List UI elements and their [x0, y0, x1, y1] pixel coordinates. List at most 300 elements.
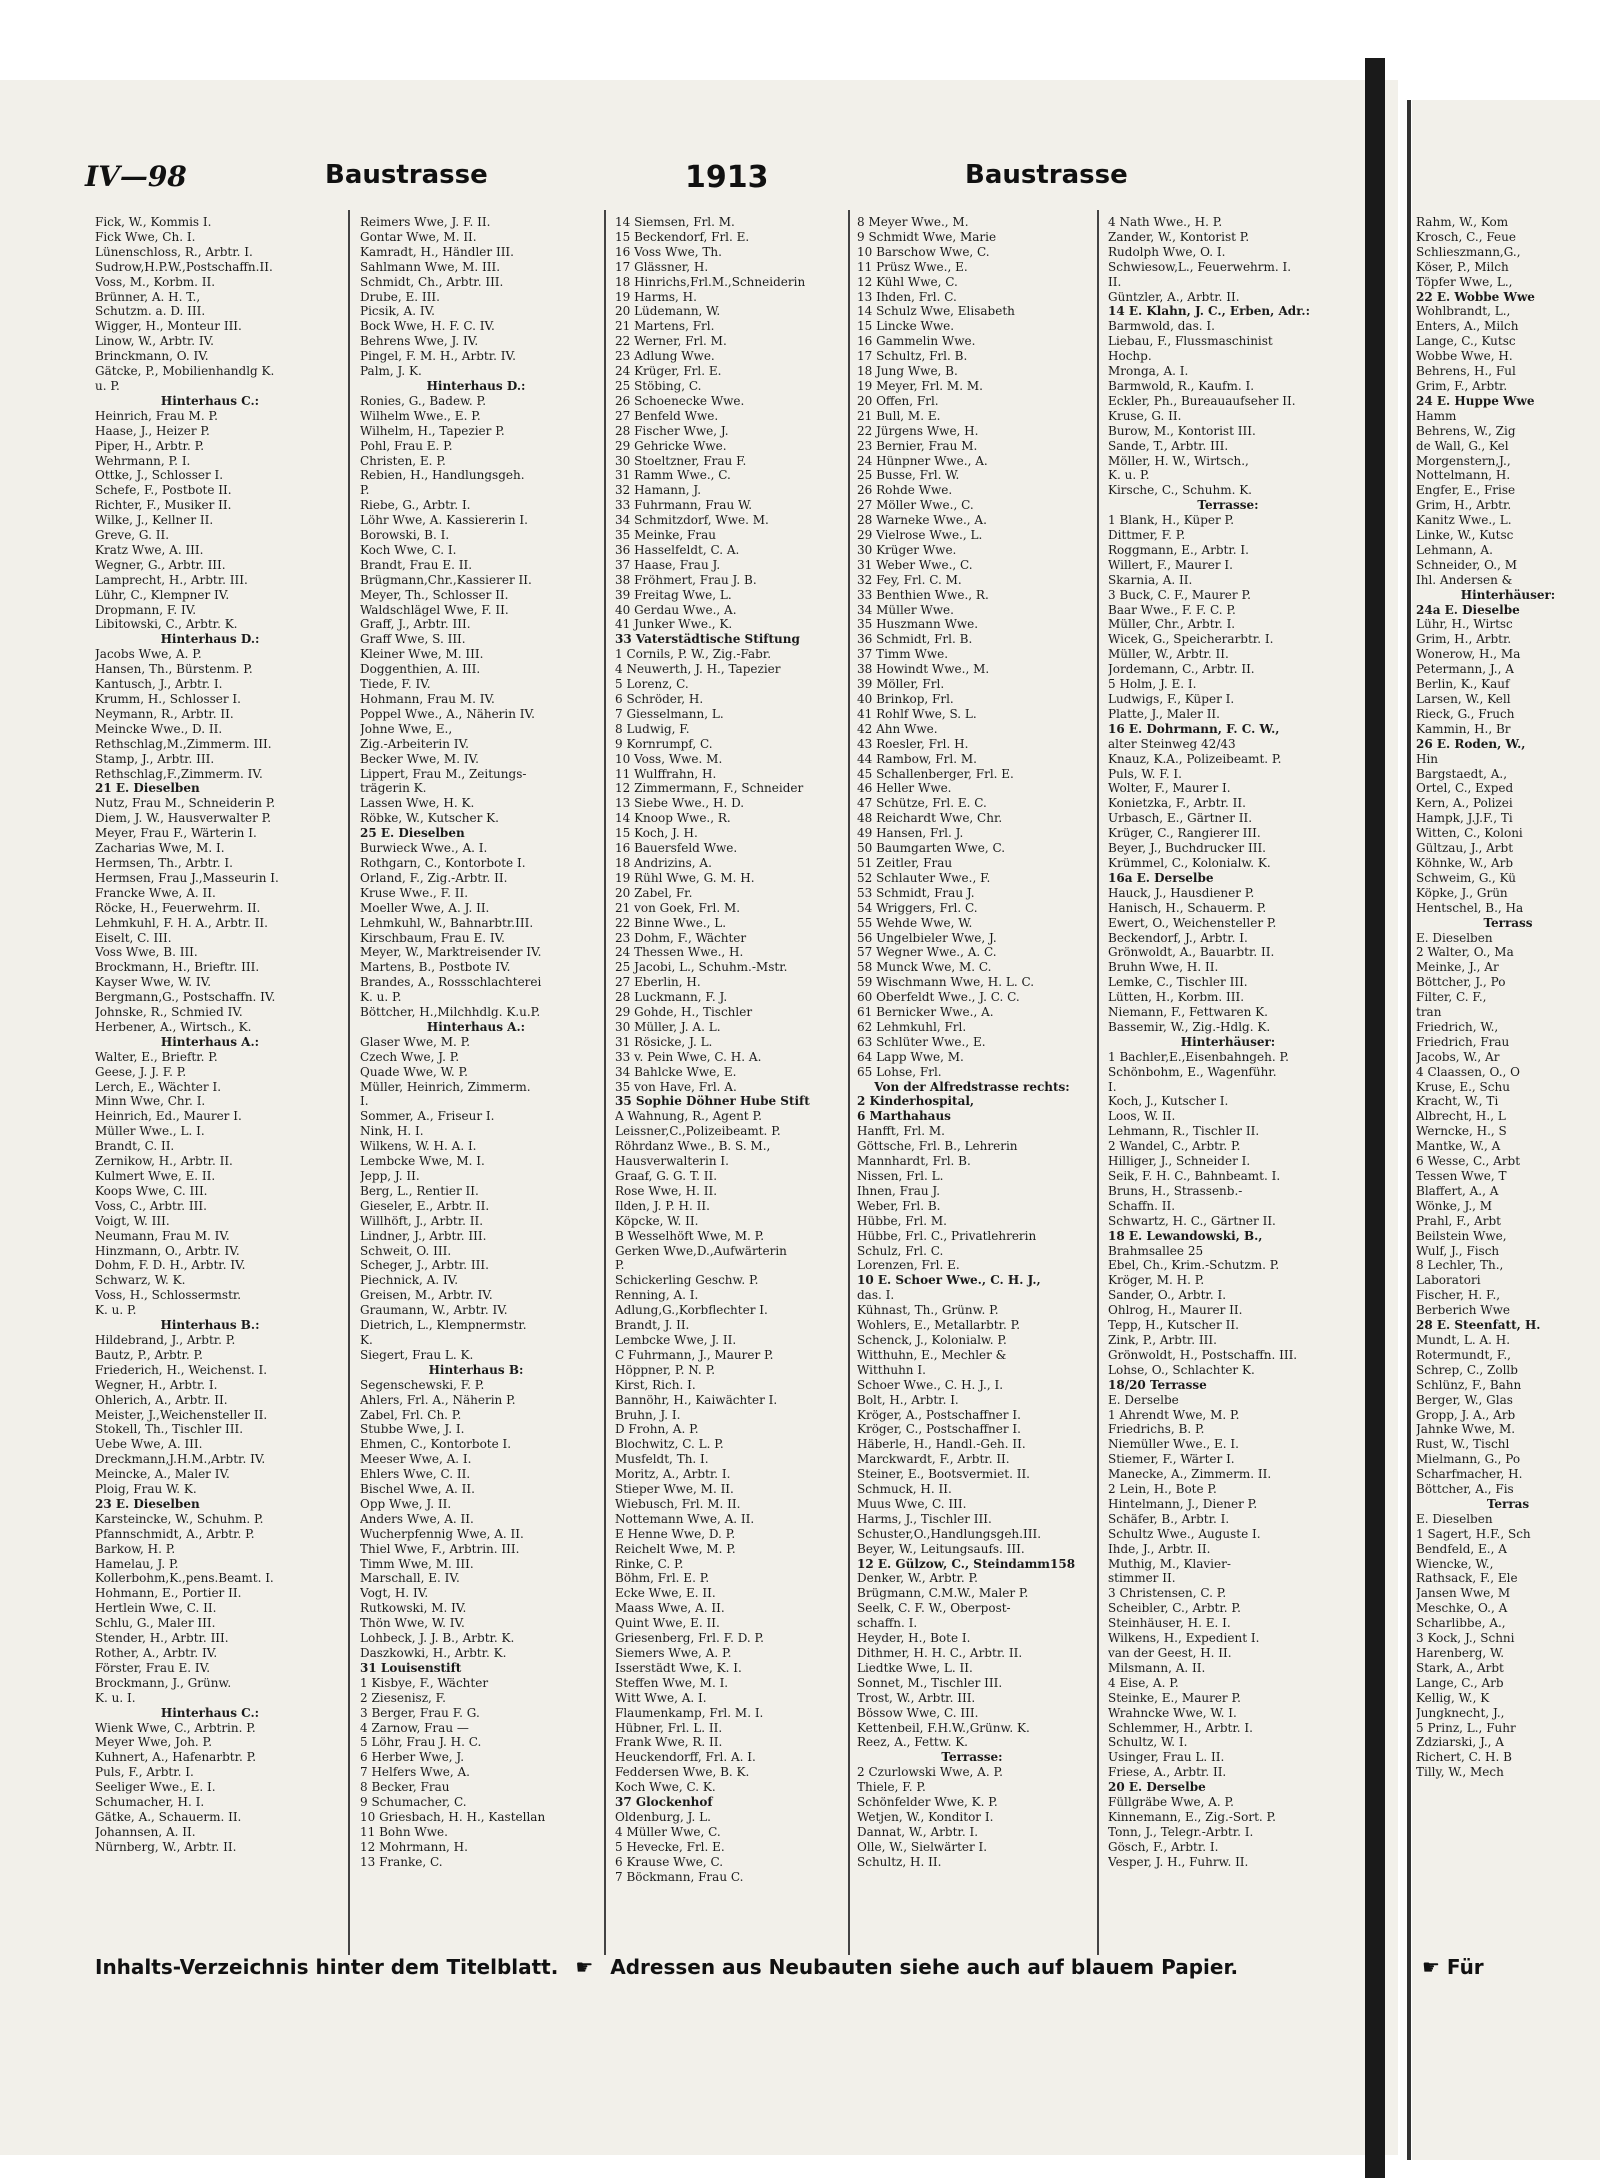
directory-entry: 20 Offen, Frl. — [857, 393, 939, 408]
directory-entry: 48 Reichardt Wwe, Chr. — [857, 811, 1003, 826]
directory-entry: Geese, J. J. F. P. — [95, 1064, 187, 1079]
directory-entry: Gerken Wwe,D.,Aufwärterin — [615, 1243, 787, 1258]
pointing-hand-icon: ☛ — [575, 1955, 594, 1979]
directory-entry: 57 Wegner Wwe., A. C. — [857, 945, 997, 960]
directory-entry: Lemke, C., Tischler III. — [1108, 975, 1248, 990]
directory-entry: 37 Haase, Frau J. — [615, 557, 721, 572]
directory-entry: Meyer Wwe, Joh. P. — [95, 1735, 213, 1750]
directory-entry: Köhnke, W., Arb — [1416, 855, 1514, 870]
directory-entry: Hausverwalterin I. — [615, 1154, 729, 1169]
directory-entry: Heyder, H., Bote I. — [857, 1631, 971, 1646]
directory-entry: Güntzler, A., Arbtr. II. — [1108, 289, 1240, 304]
directory-entry: Riebe, G., Arbtr. I. — [360, 498, 471, 513]
directory-entry: Höppner, P. N. P. — [615, 1362, 716, 1377]
directory-entry: Berlin, K., Kauf — [1416, 677, 1510, 692]
directory-entry: 18 E. Lewandowski, B., — [1108, 1228, 1263, 1243]
directory-entry: Brandes, A., Rossschlachterei — [360, 975, 542, 990]
column-divider — [604, 210, 606, 1955]
directory-entry: Pfannschmidt, A., Arbtr. P. — [95, 1526, 255, 1541]
directory-entry: tran — [1416, 1005, 1442, 1020]
directory-entry: 14 Siemsen, Frl. M. — [615, 215, 735, 229]
directory-entry: Stieper Wwe, M. II. — [615, 1482, 734, 1497]
directory-entry: Steinhäuser, H. E. I. — [1108, 1616, 1231, 1631]
directory-entry: Rinke, C. P. — [615, 1556, 684, 1571]
directory-entry: Böttcher, H.,Milchhdlg. K.u.P. — [360, 1005, 541, 1020]
page-number: IV—98 — [85, 160, 187, 193]
directory-entry: C Fuhrmann, J., Maurer P. — [615, 1347, 774, 1362]
directory-entry: Niemann, F., Fettwaren K. — [1108, 1005, 1268, 1020]
directory-entry: Uebe Wwe, A. III. — [95, 1437, 203, 1452]
directory-entry: Lembcke Wwe, J. II. — [615, 1332, 737, 1347]
directory-entry: 23 E. Dieselben — [95, 1496, 200, 1511]
directory-entry: Stamp, J., Arbtr. III. — [95, 751, 215, 766]
directory-entry: Hansen, Th., Bürstenm. P. — [95, 662, 253, 677]
directory-entry: 19 Meyer, Frl. M. M. — [857, 378, 983, 393]
directory-entry: Filter, C. F., — [1416, 990, 1487, 1005]
directory-entry: Trost, W., Arbtr. III. — [857, 1690, 976, 1705]
directory-entry: 3 Christensen, C. P. — [1108, 1586, 1227, 1601]
directory-entry: Neymann, R., Arbtr. II. — [95, 706, 234, 721]
directory-entry: Hinterhäuser: — [1460, 587, 1556, 602]
directory-entry: Zernikow, H., Arbtr. II. — [95, 1154, 233, 1169]
directory-entry: Ohlerich, A., Arbtr. II. — [95, 1392, 228, 1407]
column-2 — [360, 215, 592, 1940]
directory-entry: 25 Stöbing, C. — [615, 378, 702, 393]
directory-entry: Meinke, J., Ar — [1416, 960, 1499, 975]
directory-entry: Kulmert Wwe, E. II. — [95, 1169, 216, 1183]
directory-entry: Scheger, J., Arbtr. III. — [360, 1258, 489, 1273]
directory-entry: Lünenschloss, R., Arbtr. I. — [95, 244, 253, 259]
directory-entry: Fick, W., Kommis I. — [95, 215, 212, 229]
directory-entry: 58 Munck Wwe, M. C. — [857, 960, 992, 975]
directory-entry: 33 Vaterstädtische Stiftung — [615, 632, 800, 647]
directory-entry: Wucherpfennig Wwe, A. II. — [360, 1526, 524, 1541]
directory-entry: 18/20 Terrasse — [1108, 1377, 1207, 1392]
directory-entry: 22 Binne Wwe., L. — [615, 915, 727, 930]
directory-entry: Kellig, W., K — [1416, 1690, 1490, 1705]
directory-entry: Kamradt, H., Händler III. — [360, 244, 514, 259]
directory-entry: Lippert, Frau M., Zeitungs- — [360, 766, 527, 781]
directory-entry: Heinrich, Ed., Maurer I. — [95, 1109, 242, 1124]
directory-entry: Rust, W., Tischl — [1416, 1437, 1510, 1452]
directory-entry: Scharfmacher, H. — [1416, 1467, 1523, 1482]
directory-entry: 18 Andrizins, A. — [615, 855, 712, 870]
directory-entry: 6 Herber Wwe, J. — [360, 1750, 465, 1765]
directory-entry: Schultz Wwe., Auguste I. — [1108, 1526, 1261, 1541]
directory-entry: 10 Voss, Wwe. M. — [615, 751, 723, 766]
directory-entry: Tepp, H., Kutscher II. — [1108, 1318, 1239, 1333]
directory-entry: K. u. I. — [95, 1690, 136, 1705]
directory-entry: 54 Wriggers, Frl. C. — [857, 900, 978, 915]
directory-entry: Sande, T., Arbtr. III. — [1108, 438, 1229, 453]
directory-entry: 5 Löhr, Frau J. H. C. — [360, 1735, 482, 1750]
directory-entry: Brügmann,Chr.,Kassierer II. — [360, 572, 532, 587]
directory-entry: Behrens, H., Ful — [1416, 364, 1516, 379]
directory-entry: 22 Werner, Frl. M. — [615, 334, 727, 349]
directory-entry: Kracht, W., Ti — [1416, 1094, 1499, 1109]
directory-entry: Wetjen, W., Konditor I. — [857, 1809, 994, 1824]
directory-entry: Nink, H. I. — [360, 1124, 424, 1139]
directory-entry: Wohlers, E., Metallarbtr. P. — [857, 1318, 1021, 1333]
directory-entry: 60 Oberfeldt Wwe., J. C. C. — [857, 990, 1020, 1005]
directory-entry: Graumann, W., Arbtr. IV. — [360, 1303, 508, 1318]
directory-entry: 30 Müller, J. A. L. — [615, 1019, 721, 1034]
directory-entry: Nottemann Wwe, A. II. — [615, 1511, 755, 1526]
directory-entry: Francke Wwe, A. II. — [95, 885, 216, 900]
directory-entry: Kirst, Rich. I. — [615, 1377, 696, 1392]
directory-entry: Seik, F. H. C., Bahnbeamt. I. — [1108, 1169, 1281, 1183]
directory-entry: Blaffert, A., A — [1416, 1183, 1499, 1198]
directory-entry: Maass Wwe, A. II. — [615, 1601, 725, 1616]
directory-entry: 17 Schultz, Frl. B. — [857, 349, 968, 364]
directory-entry: Martens, B., Postbote IV. — [360, 960, 511, 975]
directory-entry: Lindner, J., Arbtr. III. — [360, 1228, 487, 1243]
directory-entry: Schrep, C., Zollb — [1416, 1362, 1518, 1377]
directory-entry: K. u. P. — [95, 1303, 137, 1318]
directory-entry: Waldschlägel Wwe, F. II. — [360, 602, 509, 617]
directory-entry: Johne Wwe, E., — [360, 721, 453, 736]
directory-entry: 31 Weber Wwe., C. — [857, 557, 973, 572]
directory-entry: 12 E. Gülzow, C., Steindamm158 — [857, 1556, 1076, 1571]
directory-entry: 5 Lorenz, C. — [615, 677, 689, 692]
directory-entry: 37 Glockenhof — [615, 1795, 713, 1810]
directory-entry: 46 Heller Wwe. — [857, 781, 952, 796]
directory-entry: Böttcher, A., Fis — [1416, 1482, 1514, 1497]
directory-entry: Meyer, Th., Schlosser II. — [360, 587, 509, 602]
directory-entry: Walter, E., Brieftr. P. — [95, 1049, 218, 1064]
directory-entry: Lütten, H., Korbm. III. — [1108, 990, 1245, 1005]
directory-entry: Nottelmann, H. — [1416, 468, 1511, 483]
directory-entry: Schwartz, H. C., Gärtner II. — [1108, 1213, 1276, 1228]
directory-entry: 21 Martens, Frl. — [615, 319, 715, 334]
directory-entry: Hinzmann, O., Arbtr. IV. — [95, 1243, 240, 1258]
directory-entry: 4 Nath Wwe., H. P. — [1108, 215, 1223, 229]
directory-entry: Frank Wwe, R. II. — [615, 1735, 723, 1750]
directory-entry: Meschke, O., A — [1416, 1601, 1508, 1616]
directory-entry: 28 Luckmann, F. J. — [615, 990, 728, 1005]
directory-entry: Schönbohm, E., Wagenführ. — [1108, 1064, 1277, 1079]
directory-entry: 9 Schumacher, C. — [360, 1795, 467, 1810]
directory-entry: Jansen Wwe, M — [1416, 1586, 1511, 1601]
directory-entry: Müller, Chr., Arbtr. I. — [1108, 617, 1236, 632]
directory-entry: Friederich, H., Weichenst. I. — [95, 1362, 268, 1377]
directory-entry: Ihde, J., Arbtr. II. — [1108, 1541, 1211, 1556]
directory-entry: Albrecht, H., L — [1416, 1109, 1506, 1124]
directory-entry: Johannsen, A. II. — [95, 1824, 196, 1839]
directory-entry: Moeller Wwe, A. J. II. — [360, 900, 490, 915]
directory-entry: Gropp, J. A., Arb — [1416, 1407, 1516, 1422]
directory-entry: Mielmann, G., Po — [1416, 1452, 1521, 1467]
directory-entry: 33 Fuhrmann, Frau W. — [615, 498, 753, 513]
directory-entry: Kirschbaum, Frau E. IV. — [360, 930, 505, 945]
directory-entry: Kühnast, Th., Grünw. P. — [857, 1303, 999, 1318]
directory-entry: Röhrdanz Wwe., B. S. M., — [615, 1139, 771, 1154]
directory-entry: Lehmkuhl, F. H. A., Arbtr. II. — [95, 915, 268, 930]
directory-entry: Liebau, F., Flussmaschinist — [1108, 334, 1273, 349]
directory-entry: Schoer Wwe., C. H. J., I. — [857, 1377, 1004, 1392]
directory-entry: Poppel Wwe., A., Näherin IV. — [360, 706, 535, 721]
directory-entry: Palm, J. K. — [360, 364, 422, 379]
directory-entry: 20 Lüdemann, W. — [615, 304, 721, 319]
directory-entry: 34 Müller Wwe. — [857, 602, 954, 617]
directory-entry: Sonnet, M., Tischler III. — [857, 1675, 1003, 1690]
directory-entry: Wegner, H., Arbtr. I. — [95, 1377, 218, 1392]
directory-entry: Zdziarski, J., A — [1416, 1735, 1504, 1750]
directory-entry: 5 Holm, J. E. I. — [1108, 677, 1197, 692]
directory-entry: Jepp, J. II. — [360, 1169, 420, 1183]
directory-entry: 35 Sophie Döhner Hube Stift — [615, 1094, 810, 1109]
directory-entry: Fick Wwe, Ch. I. — [95, 229, 196, 244]
directory-entry: 5 Prinz, L., Fuhr — [1416, 1720, 1516, 1735]
directory-entry: Ihnen, Frau J. — [857, 1183, 941, 1198]
directory-entry: Linke, W., Kutsc — [1416, 528, 1514, 543]
directory-entry: Tessen Wwe, T — [1416, 1169, 1507, 1183]
directory-entry: E. Dieselben — [1416, 930, 1493, 945]
directory-entry: Jahnke Wwe, M. — [1416, 1422, 1516, 1437]
directory-entry: 27 Benfeld Wwe. — [615, 408, 719, 423]
directory-entry: Dropmann, F. IV. — [95, 602, 197, 617]
directory-entry: 24a E. Dieselbe — [1416, 602, 1520, 617]
directory-entry: 30 Krüger Wwe. — [857, 542, 957, 557]
directory-entry: 42 Ahn Wwe. — [857, 721, 938, 736]
directory-entry: 2 Kinderhospital, — [857, 1094, 975, 1109]
directory-entry: Sudrow,H.P.W.,Postschaffn.II. — [95, 259, 273, 274]
directory-entry: Bruhn, J. I. — [615, 1407, 681, 1422]
directory-entry: Dreckmann,J.H.M.,Arbtr. IV. — [95, 1452, 266, 1467]
directory-entry: Liedtke Wwe, L. II. — [857, 1660, 973, 1675]
directory-entry: Rieck, G., Fruch — [1416, 706, 1515, 721]
directory-entry: 31 Ramm Wwe., C. — [615, 468, 731, 483]
directory-entry: Christen, E. P. — [360, 453, 446, 468]
directory-entry: Witten, C., Koloni — [1416, 826, 1523, 841]
directory-entry: Diem, J. W., Hausverwalter P. — [95, 811, 272, 826]
directory-entry: 15 Lincke Wwe. — [857, 319, 955, 334]
directory-entry: Daszkowki, H., Arbtr. K. — [360, 1646, 507, 1660]
directory-entry: Puls, W. F. I. — [1108, 766, 1182, 781]
directory-entry: Köpcke, W. II. — [615, 1213, 699, 1228]
directory-entry: Seeliger Wwe., E. I. — [95, 1780, 216, 1795]
directory-entry: Stender, H., Arbtr. III. — [95, 1631, 229, 1646]
directory-entry: Scharlibbe, A., — [1416, 1616, 1506, 1631]
directory-entry: Bischel Wwe, A. II. — [360, 1482, 475, 1497]
directory-entry: Hin — [1416, 751, 1439, 766]
directory-entry: 45 Schallenberger, Frl. E. — [857, 766, 1014, 781]
directory-entry: Böttcher, J., Po — [1416, 975, 1506, 990]
directory-entry: Scheibler, C., Arbtr. P. — [1108, 1601, 1241, 1616]
directory-entry: Hübbe, Frl. C., Privatlehrerin — [857, 1228, 1037, 1243]
directory-entry: Berger, W., Glas — [1416, 1392, 1513, 1407]
directory-entry: Terras — [1486, 1496, 1530, 1511]
directory-entry: Schmidt, Ch., Arbtr. III. — [360, 274, 504, 289]
directory-entry: Schulz, Frl. C. — [857, 1243, 944, 1258]
directory-entry: Renning, A. I. — [615, 1288, 699, 1303]
directory-entry: Hauck, J., Hausdiener P. — [1108, 885, 1255, 900]
directory-entry: Wonerow, H., Ma — [1416, 647, 1521, 662]
directory-entry: Lange, C., Arb — [1416, 1675, 1504, 1690]
directory-entry: Pohl, Frau E. P. — [360, 438, 453, 453]
directory-entry: Friedrich, W., — [1416, 1019, 1499, 1034]
directory-entry: Laboratori — [1416, 1273, 1481, 1288]
directory-entry: Wilhelm Wwe., E. P. — [360, 408, 481, 423]
directory-entry: Ottke, J., Schlosser I. — [95, 468, 224, 483]
directory-entry: Schmuck, H. II. — [857, 1482, 952, 1497]
directory-entry: Jacobs, W., Ar — [1416, 1049, 1500, 1064]
directory-entry: Hentschel, B., Ha — [1416, 900, 1524, 915]
directory-entry: Köpke, J., Grün — [1416, 885, 1508, 900]
directory-entry: Steffen Wwe, M. I. — [615, 1675, 729, 1690]
directory-entry: Oldenburg, J. L. — [615, 1809, 711, 1824]
directory-entry: 8 Lechler, Th., — [1416, 1258, 1504, 1273]
directory-entry: Witthuhn I. — [857, 1362, 926, 1377]
directory-entry: stimmer II. — [1108, 1571, 1176, 1586]
directory-entry: Hildebrand, J., Arbtr. P. — [95, 1332, 236, 1347]
directory-entry: Heinrich, Frau M. P. — [95, 408, 218, 423]
directory-entry: Czech Wwe, J. P. — [360, 1049, 460, 1064]
directory-entry: Grim, F., Arbtr. — [1416, 378, 1508, 393]
directory-entry: 10 E. Schoer Wwe., C. H. J., — [857, 1273, 1041, 1288]
directory-entry: Ludwigs, F., Küper I. — [1108, 692, 1235, 706]
directory-entry: Koops Wwe, C. III. — [95, 1183, 208, 1198]
directory-entry: Brockmann, J., Grünw. — [95, 1675, 232, 1690]
directory-entry: Hanisch, H., Schauerm. P. — [1108, 900, 1267, 915]
directory-entry: Minn Wwe, Chr. I. — [95, 1094, 206, 1109]
street-name-left: Baustrasse — [325, 160, 488, 190]
directory-entry: Vogt, H. IV. — [360, 1586, 429, 1601]
directory-entry: Brockmann, H., Brieftr. III. — [95, 960, 260, 975]
directory-entry: Piechnick, A. IV. — [360, 1273, 459, 1288]
directory-entry: Schaffn. II. — [1108, 1198, 1176, 1213]
directory-entry: Lange, C., Kutsc — [1416, 334, 1516, 349]
directory-entry: Harms, J., Tischler III. — [857, 1511, 992, 1526]
directory-entry: Hilliger, J., Schneider I. — [1108, 1154, 1251, 1169]
directory-entry: Brandt, J. II. — [615, 1318, 690, 1333]
directory-entry: 32 Hamann, J. — [615, 483, 702, 498]
directory-entry: Sommer, A., Friseur I. — [360, 1109, 495, 1124]
directory-entry: Mronga, A. I. — [1108, 364, 1189, 379]
directory-entry: Kleiner Wwe, M. III. — [360, 647, 484, 662]
directory-entry: 24 Krüger, Frl. E. — [615, 364, 722, 379]
directory-entry: E. Derselbe — [1108, 1392, 1179, 1407]
directory-entry: Berberich Wwe — [1416, 1303, 1510, 1318]
directory-entry: Hertlein Wwe, C. II. — [95, 1601, 217, 1616]
directory-entry: Griesenberg, Frl. F. D. P. — [615, 1631, 764, 1646]
directory-entry: Jungknecht, J., — [1416, 1705, 1505, 1720]
directory-entry: Koch, J., Kutscher I. — [1108, 1094, 1229, 1109]
directory-entry: Röbke, W., Kutscher K. — [360, 811, 499, 826]
directory-entry: 23 Dohm, F., Wächter — [615, 930, 747, 945]
directory-entry: Koch Wwe, C. K. — [615, 1780, 716, 1795]
directory-entry: Wrahncke Wwe, W. I. — [1108, 1705, 1237, 1720]
directory-entry: Manecke, A., Zimmerm. II. — [1108, 1467, 1272, 1482]
directory-entry: Anders Wwe, A. II. — [360, 1511, 474, 1526]
next-page-footer: Für — [1446, 1955, 1484, 1979]
directory-entry: 51 Zeitler, Frau — [857, 855, 953, 870]
directory-entry: Bendfeld, E., A — [1416, 1541, 1507, 1556]
directory-entry: Nürnberg, W., Arbtr. II. — [95, 1839, 237, 1854]
directory-entry: Brügmann, C.M.W., Maler P. — [857, 1586, 1029, 1601]
directory-entry: Hamelau, J. P. — [95, 1556, 179, 1571]
directory-entry: P. — [360, 483, 370, 498]
street-name-right: Baustrasse — [965, 160, 1128, 190]
directory-entry: Schweim, G., Kü — [1416, 870, 1516, 885]
directory-entry: 27 Möller Wwe., C. — [857, 498, 974, 513]
directory-entry: 35 von Have, Frl. A. — [615, 1079, 737, 1094]
directory-entry: 29 Vielrose Wwe., L. — [857, 528, 983, 543]
directory-entry: Siemers Wwe, A. P. — [615, 1646, 732, 1660]
directory-entry: Löhr Wwe, A. Kassiererin I. — [360, 513, 528, 528]
directory-entry: Burwieck Wwe., A. I. — [360, 841, 488, 856]
directory-entry: Wiencke, W., — [1416, 1556, 1494, 1571]
directory-entry: Olle, W., Sielwärter I. — [857, 1839, 988, 1854]
directory-entry: 25 E. Dieselben — [360, 826, 465, 841]
directory-entry: Marckwardt, F., Arbtr. II. — [857, 1452, 1010, 1467]
directory-entry: Rose Wwe, H. II. — [615, 1183, 718, 1198]
directory-entry: Moritz, A., Arbtr. I. — [615, 1467, 731, 1482]
directory-entry: Puls, F., Arbtr. I. — [95, 1765, 194, 1780]
directory-entry: 16 Bauersfeld Wwe. — [615, 841, 738, 856]
directory-entry: Müller Wwe., L. I. — [95, 1124, 205, 1139]
directory-entry: 25 Jacobi, L., Schuhm.-Mstr. — [615, 960, 788, 975]
directory-entry: 28 E. Steenfatt, H. — [1416, 1318, 1541, 1333]
directory-entry: Larsen, W., Kell — [1416, 692, 1511, 706]
directory-entry: Berg, L., Rentier II. — [360, 1183, 479, 1198]
directory-entry: Beckendorf, J., Arbtr. I. — [1108, 930, 1248, 945]
directory-entry: 16 Voss Wwe, Th. — [615, 244, 722, 259]
directory-entry: Hamm — [1416, 408, 1457, 423]
directory-entry: 64 Lapp Wwe, M. — [857, 1049, 964, 1064]
directory-entry: Konietzka, F., Arbtr. II. — [1108, 796, 1246, 811]
directory-entry: Wilkens, H., Expedient I. — [1108, 1631, 1260, 1646]
directory-entry: Hinterhäuser: — [1180, 1034, 1276, 1049]
directory-entry: Hinterhaus D.: — [426, 378, 526, 393]
directory-entry: Terrasse: — [1197, 498, 1259, 513]
directory-entry: 22 Jürgens Wwe, H. — [857, 423, 979, 438]
directory-entry: Kammin, H., Br — [1416, 721, 1511, 736]
directory-entry: Hanfft, Frl. M. — [857, 1124, 945, 1139]
directory-entry: 20 Zabel, Fr. — [615, 885, 693, 900]
directory-entry: Milsmann, A. II. — [1108, 1660, 1206, 1675]
directory-entry: Burow, M., Kontorist III. — [1108, 423, 1256, 438]
directory-entry: Prahl, F., Arbt — [1416, 1213, 1501, 1228]
directory-entry: Enters, A., Milch — [1416, 319, 1519, 334]
directory-entry: Seelk, C. F. W., Oberpost- — [857, 1601, 1011, 1616]
directory-entry: Neumann, Frau M. IV. — [95, 1228, 230, 1243]
directory-entry: 36 Schmidt, Frl. B. — [857, 632, 973, 647]
directory-entry: Krosch, C., Feue — [1416, 229, 1516, 244]
directory-entry: Kratz Wwe, A. III. — [95, 542, 204, 557]
directory-entry: 31 Rösicke, J. L. — [615, 1034, 713, 1049]
directory-entry: Baar Wwe., F. F. C. P. — [1108, 602, 1236, 617]
directory-entry: Wicek, G., Speicherarbtr. I. — [1108, 632, 1274, 647]
directory-entry: 29 Gohde, H., Tischler — [615, 1005, 753, 1020]
directory-entry: Meincke, A., Maler IV. — [95, 1467, 230, 1482]
directory-entry: 9 Schmidt Wwe, Marie — [857, 229, 997, 244]
directory-entry: 35 Meinke, Frau — [615, 528, 716, 543]
directory-entry: 52 Schlauter Wwe., F. — [857, 870, 991, 885]
directory-entry: Graaf, G. G. T. II. — [615, 1169, 718, 1183]
directory-entry: Behrens, W., Zig — [1416, 423, 1516, 438]
directory-entry: Wilkens, W. H. A. I. — [360, 1139, 477, 1154]
directory-entry: Rotermundt, F., — [1416, 1347, 1511, 1362]
directory-entry: Doggenthien, A. III. — [360, 662, 481, 677]
directory-entry: 23 Adlung Wwe. — [615, 349, 715, 364]
directory-entry: Skarnia, A. II. — [1108, 572, 1193, 587]
directory-entry: Voss, M., Korbm. II. — [95, 274, 216, 289]
directory-entry: Lembcke Wwe, M. I. — [360, 1154, 485, 1169]
directory-entry: Meister, J.,Weichensteller II. — [95, 1407, 268, 1422]
directory-entry: Behrens Wwe, J. IV. — [360, 334, 479, 349]
directory-entry: Kröger, C., Postschaffner I. — [857, 1422, 1021, 1437]
